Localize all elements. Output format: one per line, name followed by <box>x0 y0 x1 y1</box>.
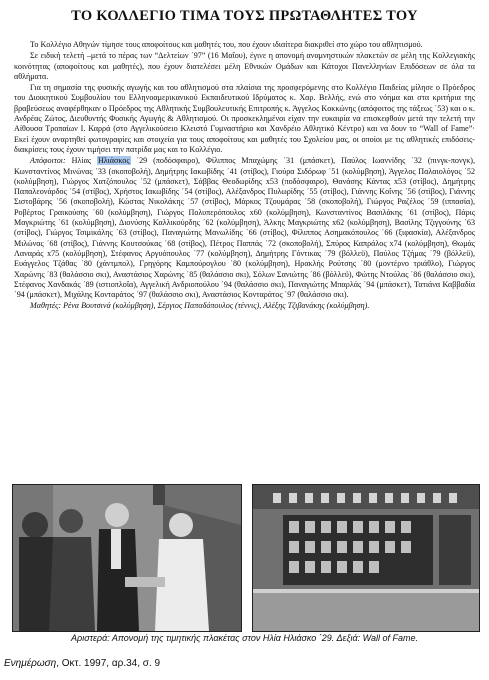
paragraph-students <box>14 301 475 311</box>
article-title: ΤΟ ΚΟΛΛΕΓΙΟ ΤΙΜΑ ΤΟΥΣ ΠΡΩΤΑΘΛΗΤΕΣ ΤΟΥ <box>71 8 418 24</box>
paragraph-ceremony: Σε ειδική τελετή –μετά το πέρας των “Δελτείων ΄97” (16 Μαΐου), έγινε η απονομή αναμνηστικών πλακετών σε μέλη της Κολλεγιακής κοινότητας (αποφοίτους και μαθητές), που έχουν διατελέσει μέλη Εθνικών Ομάδων και Κάτοχοι Πανελληνίων Επιδόσεων σε όλα τα αθλήματα. <box>14 51 475 81</box>
students-label: Μαθητές: <box>30 301 62 311</box>
alumni-label: Απόφοιτοι: <box>30 156 66 166</box>
publication-details: , Οκτ. 1997, αρ.34, σ. 9 <box>56 658 161 669</box>
publication-name: Ενημέρωση <box>4 658 57 669</box>
paragraph-speeches: Για τη σημασία της φυσικής αγωγής και του αθλητισμού στα πλαίσια της προσφερόμενης στο Κολλέγιο Παιδείας μίλησε ο Πρόεδρος του Διοικητικού Συμβουλίου του Ελληνοαμερικανικού Εκπαιδευτικού Ιδρύματος κ. Χαρ. Βελλής, ενώ στο νόημα και στα κριτήρια της βραβεύσεως αναφέρθηκαν ο Πρόεδρος της Αθλητικής Συμβουλευτικής Επιτροπής κ. Άγγελος Κοκκώνης (απόφοιτος της τάξεως ΄53) και ο κ. Ανδρέας Ζώτος, Διευθυντής Φυσικής Αγωγής & Αθλητισμού. Οι προσκεκλημένοι είχαν την ευκαιρία να επισκεφθούν μετά την τελετή την Αίθουσα Τροπαίων Ι. Καρρά (στο Αγγελικούσειο Κλειστό Γυμναστήριο και Χανδρέιο Αθλητικό Κέντρο) και να δουν το “Wall of Fame”· Εκεί έχουν αναρτηθεί φωτογραφίες και στοιχεία για τους αποφοίτους και μαθητές του Σχολείου μας, οι οποίοι με τις αθλητικές επιδόσεις-διακρίσεις τους έχουν τιμήσει την πατρίδα μας και το Κολλέγιο. <box>14 83 475 154</box>
photo-caption: Αριστερά: Απονομή της τιμητικής πλακέτας στον Ηλία Ηλιάσκο ΄29. Δεξιά: Wall of Fame. <box>71 633 418 643</box>
alumni-first-name: Ηλίας <box>71 156 92 166</box>
ceremony-photo-image <box>13 485 241 631</box>
photo-strip <box>12 484 478 634</box>
article-body <box>14 40 475 313</box>
paragraph-alumni <box>14 156 475 300</box>
highlighted-name[interactable]: Ηλιάσκος <box>97 156 130 166</box>
ceremony-photo <box>12 484 242 632</box>
alumni-list: ΄29 (ποδόσφαιρο), Φίλιππος Μπαχώμης ΄31 (μπάσκετ), Παύλος Ιωαννίδης ΄32 (πινγκ-πονγκ), Κωνσταντίνος Μινώνας ΄33 (σκοποβολή), Δημήτρης Ιακωβίδης ΄41 (στίβος), Γιούρα Σιδόρωφ ΄51 (κολύμβηση), Άγγελος Παλαιολόγος ΄52 (κολύμβηση), Γιώργος Χατζόπουλος ΄52 (μπάσκετ), Σάββας Θεοδωρίδης x53 (ποδόσφαιρο), Θανάσης Κάντας x53 (στίβος), Δημήτρης Παπαλεονάρδος ΄54 (στίβος), Χρήστος Ιακωβίδης ΄54 (στίβος), Αλέξανδρος Πυλωρίδης ΄55 (στίβος), Γιάννης Κοΐνης ΄56 (στίβος), Γιάννης Σιστοβάρης ΄56 (σκοποβολή), Κώστας Νικολάκης ΄57 (στίβος), Μάρκος Τζουμάρας ΄58 (σκοποβολή), Γιώργος Ραζέλος ΄59 (ιππασία), Ροβέρτος Γραικούσης ΄60 (κολύμβηση), Γιώργος Πολυπερόπουλος x60 (κολύμβηση), Κωνσταντίνος Βασιλάκης ΄61 (στίβος), Πάρις Μαγκριώτης ΄61 (κολύμβηση), Διονύσης Καλλικούρδης ΄62 (κολύμβηση), Άλκης Μαγκριώτης x62 (κολύμβηση), Βασίλης Τζιγγούνης ΄63 (στίβος), Γιώργος Τσιμικάλης ΄63 (στίβος), Παναγιώτης Μανωλίδης ΄66 (στίβος), Φίλιππος Ασημακόπουλος ΄66 (ξιφασκία), Αλέξανδρος Μιλώνας ΄68 (στίβος), Γιάννης Κουτσούκας ΄68 (στίβος), Πέτρος Παππάς ΄72 (σκοποβολή), Σπύρος Καπράλος x74 (κολύμβηση), Θωμάς Λαναράς x75 (κολύμβηση), Στέφανος Αργυόπουλος ΄77 (κολύμβηση), Δημήτρης Γόντικας ΄79 (βόλλεϋ), Παύλος Τζήμας ΄79 (βόλλεϋ), Ευάγγελος Τζάθας ΄80 (χάντμπολ), Γρηγόρης Καμπούρογλου ΄80 (κολύμβηση), Ηρακλής Ρούτσης ΄80 (μοντέρνο τριάθλο), Γιώργος Χαρώνης ΄83 (θαλάσσιο σκι), Αναστάσιος Χαρώνης ΄85 (θαλάσσιο σκι), Σόλων Σανιώτης ΄86 (βόλλεϋ), Φώτης Ντούλας ΄86 (θαλάσσιο σκι), Στέφανος Χανδακάς ΄89 (ιστιοπλοΐα), Αγγελική Ανδριοπούλου ΄94 (θαλάσσιο σκι), Παναγιώτης Μπαρλάς ΄94 (μπάσκετ), Τατιάνα Καββαδία ΄94 (μπάσκετ), Μιχάλης Κονταράτος ΄97 (θαλάσσιο σκι), Αναστάσιος Κονταράτος ΄97 (θαλάσσιο σκι). <box>14 156 475 300</box>
paragraph-intro: Το Κολλέγιο Αθηνών τίμησε τους αποφοίτους και μαθητές του, που έχουν ιδιαίτερα διακριθεί στο χώρο του αθλητισμού. <box>30 40 423 49</box>
wall-of-fame-image <box>253 485 479 631</box>
students-list: Ρένα Βουτσινά (κολύμβηση), Σέργιος Παπαδόπουλος (τέννις), Αλέξης Τζιβανάκης (κολύμβηση). <box>61 301 370 311</box>
source-citation <box>4 658 160 669</box>
wall-of-fame-photo <box>252 484 480 632</box>
